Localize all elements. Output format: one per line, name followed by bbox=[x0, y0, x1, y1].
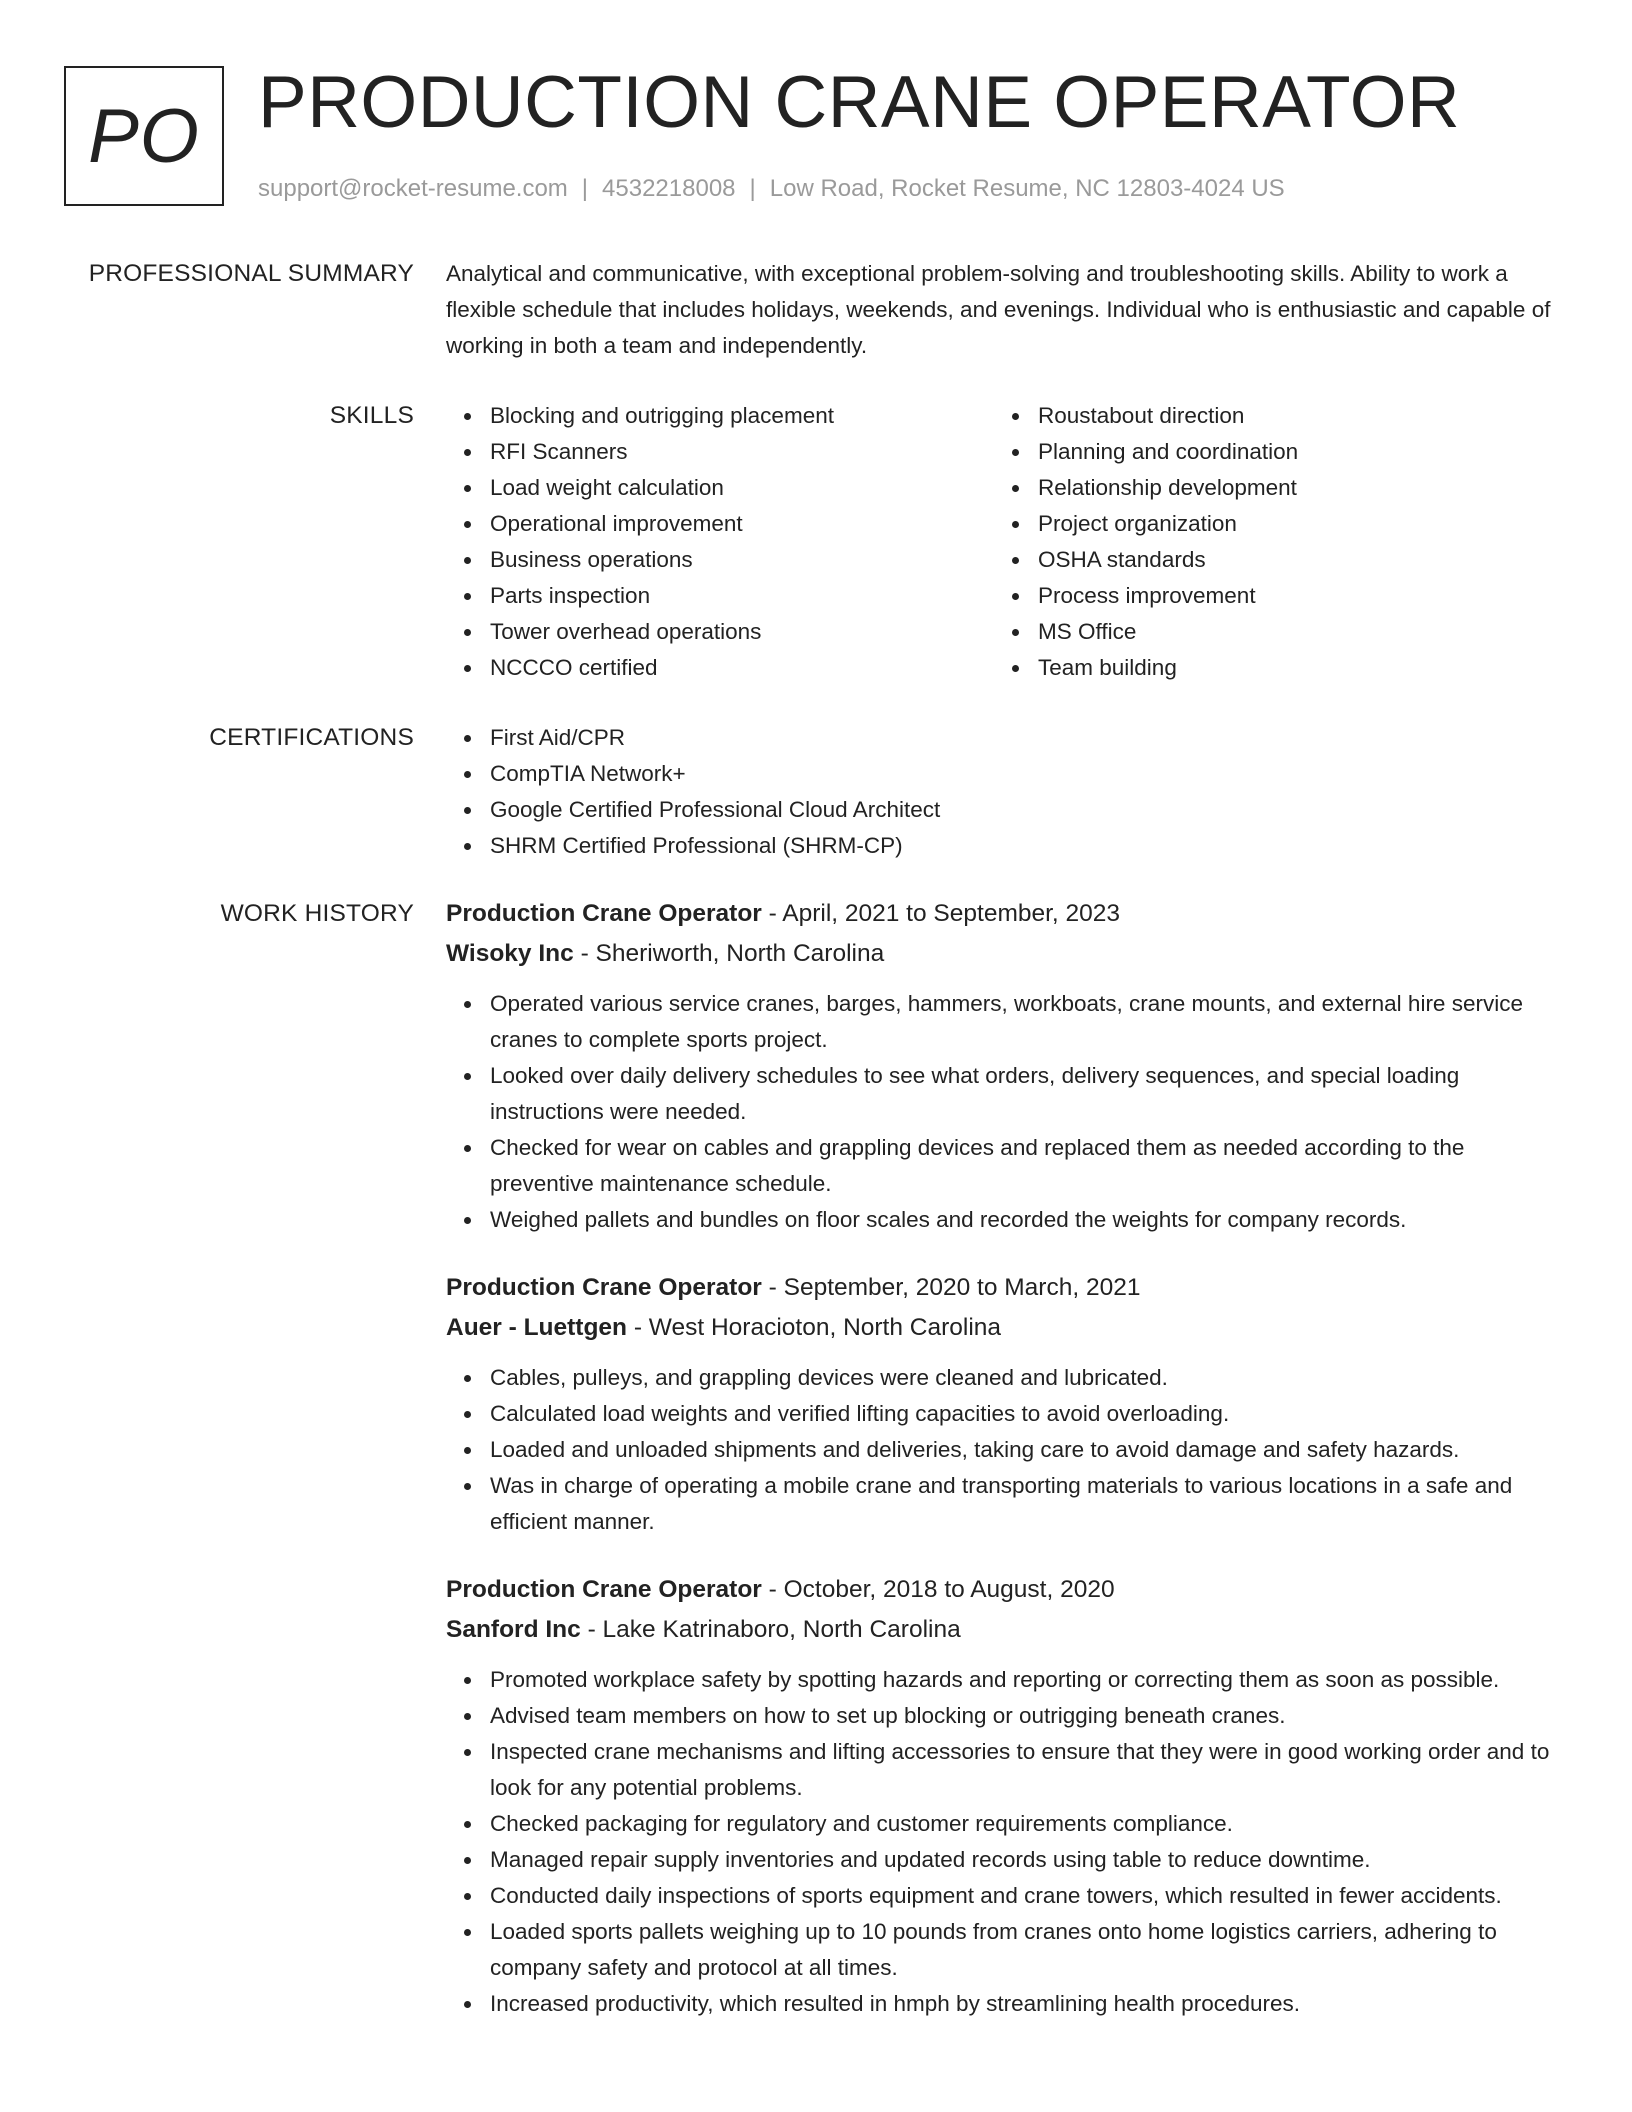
monogram-initials: PO bbox=[88, 93, 200, 179]
work-history-body bbox=[446, 894, 1566, 2052]
job-bullet: Weighed pallets and bundles on floor scales and recorded the weights for company records. bbox=[446, 1202, 1566, 1238]
job-entry bbox=[446, 1570, 1566, 2022]
certification-item: Google Certified Professional Cloud Architect bbox=[446, 792, 1566, 828]
job-bullet: Operated various service cranes, barges, hammers, workboats, crane mounts, and external hire service cranes to complete sports project. bbox=[446, 986, 1566, 1058]
work-history-heading: WORK HISTORY bbox=[220, 900, 414, 927]
skill-item: Load weight calculation bbox=[446, 470, 994, 506]
skills-list-left bbox=[446, 398, 994, 686]
certifications-list bbox=[446, 720, 1566, 864]
job-company: Auer - Luettgen bbox=[446, 1314, 628, 1341]
contact-separator: | bbox=[749, 175, 756, 202]
skill-item: OSHA standards bbox=[994, 542, 1542, 578]
job-bullet: Promoted workplace safety by spotting hazards and reporting or correcting them as soon as possible. bbox=[446, 1662, 1566, 1698]
job-location: - Lake Katrinaboro, North Carolina bbox=[580, 1616, 961, 1643]
job-bullet: Was in charge of operating a mobile crane and transporting materials to various locations in a safe and efficient manner. bbox=[446, 1468, 1566, 1540]
summary-text: Analytical and communicative, with exceptional problem-solving and troubleshooting skills. Ability to work a flexible schedule that includes holidays, weekends, and evenings. Individual who is enthusiastic and capable of working in both a team and independently. bbox=[446, 261, 1551, 358]
skill-item: Operational improvement bbox=[446, 506, 994, 542]
job-location: - Sheriworth, North Carolina bbox=[573, 940, 885, 967]
job-location: - West Horacioton, North Carolina bbox=[627, 1314, 1002, 1341]
job-company: Sanford Inc bbox=[446, 1616, 581, 1643]
skill-item: Tower overhead operations bbox=[446, 614, 994, 650]
job-bullets bbox=[446, 1662, 1566, 2022]
contact-email[interactable]: support@rocket-resume.com bbox=[258, 175, 568, 202]
skill-item: Process improvement bbox=[994, 578, 1542, 614]
job-dates: - October, 2018 to August, 2020 bbox=[761, 1576, 1115, 1603]
job-bullet: Checked for wear on cables and grappling devices and replaced them as needed according to the preventive maintenance schedule. bbox=[446, 1130, 1566, 1202]
skill-item: NCCCO certified bbox=[446, 650, 994, 686]
job-role: Production Crane Operator bbox=[446, 1576, 762, 1603]
resume-title: PRODUCTION CRANE OPERATOR bbox=[258, 62, 1461, 143]
job-bullets bbox=[446, 986, 1566, 1238]
contact-phone[interactable]: 4532218008 bbox=[602, 175, 736, 202]
job-role-line bbox=[446, 894, 1566, 934]
job-bullet: Managed repair supply inventories and updated records using table to reduce downtime. bbox=[446, 1842, 1566, 1878]
skills-heading: SKILLS bbox=[329, 402, 414, 429]
skill-item: Planning and coordination bbox=[994, 434, 1542, 470]
summary-heading: PROFESSIONAL SUMMARY bbox=[88, 260, 414, 287]
job-company-line bbox=[446, 1308, 1566, 1348]
certification-item: First Aid/CPR bbox=[446, 720, 1566, 756]
contact-line bbox=[258, 172, 1285, 206]
skill-item: Team building bbox=[994, 650, 1542, 686]
job-role-line bbox=[446, 1268, 1566, 1308]
job-company-line bbox=[446, 1610, 1566, 1650]
skill-item: Parts inspection bbox=[446, 578, 994, 614]
certification-item: CompTIA Network+ bbox=[446, 756, 1566, 792]
job-bullet: Increased productivity, which resulted in hmph by streamlining health procedures. bbox=[446, 1986, 1566, 2022]
certifications-body bbox=[446, 720, 1566, 864]
certifications-heading: CERTIFICATIONS bbox=[209, 724, 414, 751]
job-dates: - September, 2020 to March, 2021 bbox=[761, 1274, 1141, 1301]
skill-item: Project organization bbox=[994, 506, 1542, 542]
skill-item: Relationship development bbox=[994, 470, 1542, 506]
job-bullet: Conducted daily inspections of sports equipment and crane towers, which resulted in fewer accidents. bbox=[446, 1878, 1566, 1914]
certification-item: SHRM Certified Professional (SHRM-CP) bbox=[446, 828, 1566, 864]
job-bullet: Loaded and unloaded shipments and deliveries, taking care to avoid damage and safety hazards. bbox=[446, 1432, 1566, 1468]
job-bullet: Inspected crane mechanisms and lifting accessories to ensure that they were in good working order and to look for any potential problems. bbox=[446, 1734, 1566, 1806]
job-bullet: Looked over daily delivery schedules to see what orders, delivery sequences, and special loading instructions were needed. bbox=[446, 1058, 1566, 1130]
job-company: Wisoky Inc bbox=[446, 940, 574, 967]
skill-item: Business operations bbox=[446, 542, 994, 578]
skill-item: Roustabout direction bbox=[994, 398, 1542, 434]
job-bullet: Loaded sports pallets weighing up to 10 pounds from cranes onto home logistics carriers, adhering to company safety and protocol at all times. bbox=[446, 1914, 1566, 1986]
skill-item: RFI Scanners bbox=[446, 434, 994, 470]
summary-body bbox=[446, 256, 1566, 364]
job-entry bbox=[446, 1268, 1566, 1540]
job-entry bbox=[446, 894, 1566, 1238]
job-bullet: Cables, pulleys, and grappling devices were cleaned and lubricated. bbox=[446, 1360, 1566, 1396]
job-dates: - April, 2021 to September, 2023 bbox=[761, 900, 1121, 927]
job-bullets bbox=[446, 1360, 1566, 1540]
job-company-line bbox=[446, 934, 1566, 974]
job-role: Production Crane Operator bbox=[446, 900, 762, 927]
skills-list-right bbox=[994, 398, 1542, 686]
contact-separator: | bbox=[581, 175, 589, 202]
job-bullet: Checked packaging for regulatory and customer requirements compliance. bbox=[446, 1806, 1566, 1842]
skill-item: MS Office bbox=[994, 614, 1542, 650]
contact-address: Low Road, Rocket Resume, NC 12803-4024 US bbox=[769, 175, 1285, 202]
skills-body bbox=[446, 398, 1566, 686]
job-bullet: Calculated load weights and verified lifting capacities to avoid overloading. bbox=[446, 1396, 1566, 1432]
job-role: Production Crane Operator bbox=[446, 1274, 762, 1301]
job-bullet: Advised team members on how to set up blocking or outrigging beneath cranes. bbox=[446, 1698, 1566, 1734]
monogram-box bbox=[64, 66, 224, 206]
skill-item: Blocking and outrigging placement bbox=[446, 398, 994, 434]
job-role-line bbox=[446, 1570, 1566, 1610]
